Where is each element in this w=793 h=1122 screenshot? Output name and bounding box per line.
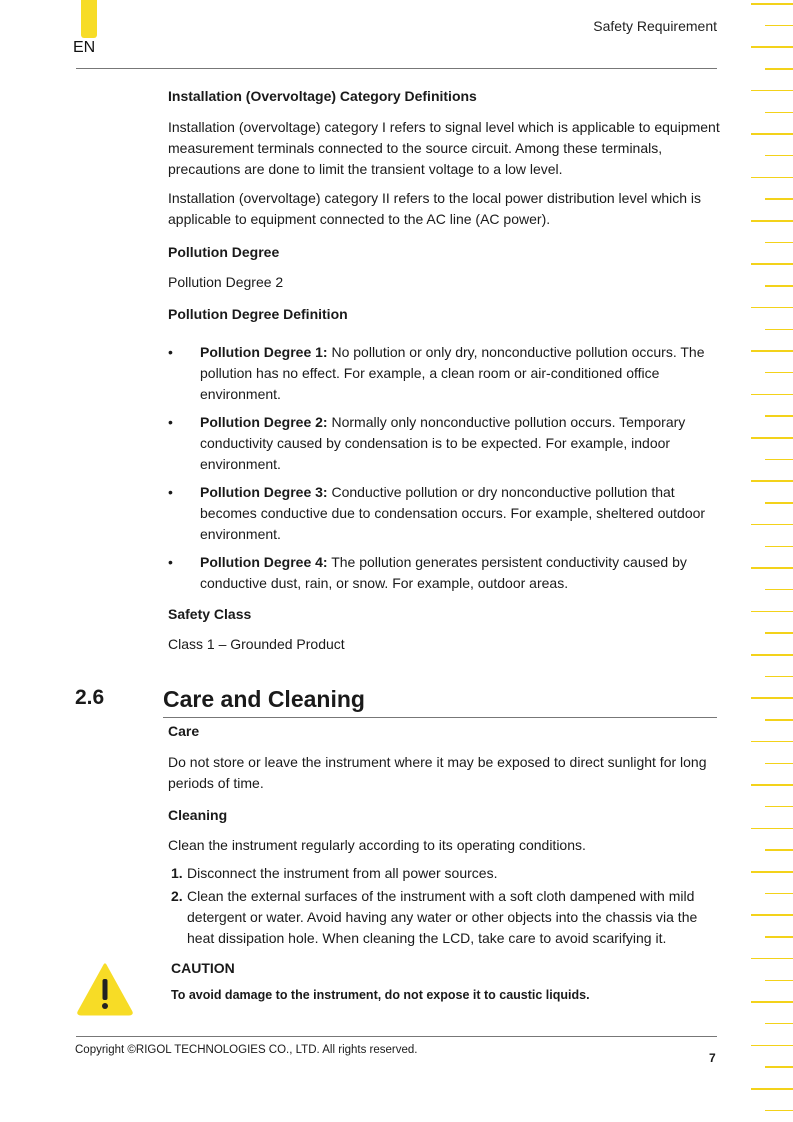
list-item <box>168 342 720 405</box>
ruler-mark <box>765 1110 793 1112</box>
care-cleaning-content <box>168 721 720 949</box>
list-item-term: Pollution Degree 2: <box>200 414 328 430</box>
ruler-mark <box>765 68 793 70</box>
list-item-term: Pollution Degree 1: <box>200 344 328 360</box>
bullet-icon: • <box>168 484 173 500</box>
bullet-icon: • <box>168 414 173 430</box>
ruler-mark <box>751 784 793 786</box>
ruler-mark <box>751 437 793 439</box>
ruler-mark <box>751 697 793 699</box>
ruler-mark <box>751 611 793 613</box>
ruler-mark <box>751 1045 793 1047</box>
list-item-text: No pollution or only dry, nonconductive pollution occurs. The pollution has no effect. For example, a clean room or air-conditioned office environment. <box>200 344 705 402</box>
ruler-mark <box>751 177 793 179</box>
list-item-term: Pollution Degree 4: <box>200 554 328 570</box>
ruler-mark <box>751 394 793 396</box>
copyright-text: Copyright ©RIGOL TECHNOLOGIES CO., LTD. All rights reserved. <box>75 1044 418 1056</box>
language-label: EN <box>73 39 96 56</box>
ruler-mark <box>751 1001 793 1003</box>
ruler-mark <box>751 871 793 873</box>
ruler-mark <box>751 350 793 352</box>
section-divider <box>163 717 717 718</box>
step-number: 1. <box>171 865 183 881</box>
step-text: Clean the external surfaces of the instrument with a soft cloth dampened with mild detergent or water. Avoid having any water or other objects into the chassis via the heat dissipation hole. When cleaning the LCD, take care to avoid scarifying it. <box>187 888 698 946</box>
footer-divider <box>76 1036 717 1037</box>
header-divider <box>76 68 717 69</box>
ruler-mark <box>765 459 793 461</box>
margin-ruler <box>751 0 793 1122</box>
ruler-mark <box>765 719 793 721</box>
care-heading: Care <box>168 723 200 739</box>
ruler-mark <box>751 263 793 265</box>
overvoltage-heading: Installation (Overvoltage) Category Definitions <box>168 88 477 104</box>
ruler-mark <box>765 198 793 200</box>
ruler-mark <box>765 372 793 374</box>
step-text: Disconnect the instrument from all power sources. <box>187 865 498 881</box>
pollution-degree-list <box>168 342 720 594</box>
ruler-mark <box>765 415 793 417</box>
care-text: Do not store or leave the instrument where it may be exposed to direct sunlight for long periods of time. <box>168 754 707 791</box>
cleaning-heading: Cleaning <box>168 807 228 823</box>
cleaning-steps <box>168 863 720 949</box>
ruler-mark <box>765 849 793 851</box>
bullet-icon: • <box>168 344 173 360</box>
ruler-mark <box>751 3 793 5</box>
ruler-mark <box>751 654 793 656</box>
ruler-mark <box>751 524 793 526</box>
caution-label: CAUTION <box>171 960 235 976</box>
ruler-mark <box>765 546 793 548</box>
pollution-heading: Pollution Degree <box>168 244 280 260</box>
list-item <box>168 552 720 594</box>
ruler-mark <box>765 632 793 634</box>
ruler-mark <box>751 741 793 743</box>
ruler-mark <box>751 480 793 482</box>
ruler-mark <box>765 806 793 808</box>
ruler-mark <box>765 763 793 765</box>
ruler-mark <box>765 242 793 244</box>
ruler-mark <box>765 502 793 504</box>
ruler-mark <box>751 307 793 309</box>
ruler-mark <box>751 220 793 222</box>
safety-class-heading: Safety Class <box>168 606 252 622</box>
list-item-term: Pollution Degree 3: <box>200 484 328 500</box>
ruler-mark <box>765 329 793 331</box>
bullet-icon: • <box>168 554 173 570</box>
list-item <box>168 482 720 545</box>
overvoltage-paragraph-2: Installation (overvoltage) category II refers to the local power distribution level which is applicable to equipment connected to the AC line (AC power). <box>168 190 702 227</box>
step-number: 2. <box>171 888 183 904</box>
ruler-mark <box>765 676 793 678</box>
list-item-text: The pollution generates persistent conductivity caused by conductive dust, rain, or snow. For example, outdoor areas. <box>200 554 687 591</box>
ruler-mark <box>765 285 793 287</box>
overvoltage-paragraph-1: Installation (overvoltage) category I refers to signal level which is applicable to equipment measurement terminals connected to the source circuit. Among these terminals, precautions are done to limit the transient voltage to a low level. <box>168 119 720 177</box>
section-title: Care and Cleaning <box>163 686 365 712</box>
pollution-value: Pollution Degree 2 <box>168 274 284 290</box>
pollution-definition-heading: Pollution Degree Definition <box>168 306 348 322</box>
ruler-mark <box>751 828 793 830</box>
caution-text: To avoid damage to the instrument, do not expose it to caustic liquids. <box>171 988 590 1002</box>
ruler-mark <box>751 567 793 569</box>
list-item <box>168 863 720 884</box>
page-number: 7 <box>709 1051 716 1065</box>
ruler-mark <box>765 1066 793 1068</box>
list-item-text: Normally only nonconductive pollution occurs. Temporary conductivity caused by condensation is to be expected. For example, indoor environment. <box>200 414 686 472</box>
ruler-mark <box>765 155 793 157</box>
ruler-mark <box>765 980 793 982</box>
language-tab-marker <box>81 0 97 38</box>
list-item-text: Conductive pollution or dry nonconductive pollution that becomes conductive due to condensation occurs. For example, sheltered outdoor environment. <box>200 484 706 542</box>
ruler-mark <box>751 958 793 960</box>
ruler-mark <box>751 46 793 48</box>
warning-triangle-icon <box>76 962 134 1016</box>
section-number: 2.6 <box>75 686 105 709</box>
ruler-mark <box>765 893 793 895</box>
ruler-mark <box>751 914 793 916</box>
ruler-mark <box>751 1088 793 1090</box>
header-title: Safety Requirement <box>593 18 717 34</box>
ruler-mark <box>765 1023 793 1025</box>
safety-class-value: Class 1 – Grounded Product <box>168 636 345 652</box>
list-item <box>168 886 720 949</box>
ruler-mark <box>751 133 793 135</box>
cleaning-intro: Clean the instrument regularly according to its operating conditions. <box>168 837 586 853</box>
ruler-mark <box>765 25 793 27</box>
ruler-mark <box>765 589 793 591</box>
list-item <box>168 412 720 475</box>
ruler-mark <box>765 112 793 114</box>
main-content <box>168 86 720 655</box>
ruler-mark <box>751 90 793 92</box>
ruler-mark <box>765 936 793 938</box>
